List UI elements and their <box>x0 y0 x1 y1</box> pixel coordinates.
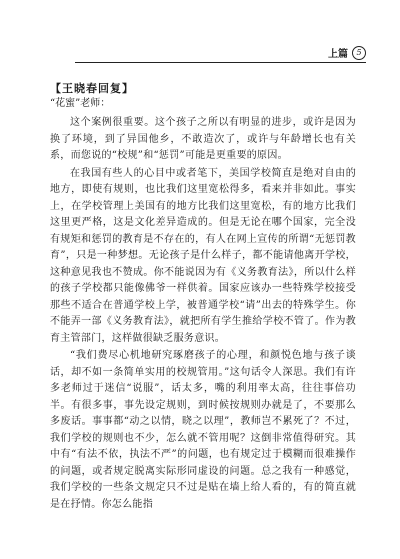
running-header <box>75 44 366 63</box>
paragraph: 在我国有些人的心目中或者笔下，美国学校简直是绝对自由的地方，即使有规则，也比我们这里宽松得多，看来并非如此。事实上，在学校管理上美国有的地方比我们这里宽松，有的地方比我们这里更严格，这是文化差异造成的。但是无论在哪个国家，完全没有规矩和惩罚的教育是不存在的，有人在网上宣传的所谓“无惩罚教育”，只是一种梦想。无论孩子是什么样子，都不能请他离开学校，这种意见我也不赞成。你不能说因为有《义务教育法》，所以什么样的孩子学校都只能像佛爷一样供着。国家应该办一些特殊学校接受那些不适合在普通学校上学，被普通学校“请”出去的特殊学生。你不能弄一部《义务教育法》，就把所有学生推给学校不管了。作为教育主管部门，这样做很缺乏服务意识。 <box>50 167 356 344</box>
section-title: 【王晓春回复】 <box>50 82 134 95</box>
body-text <box>50 115 356 514</box>
paragraph: 这个案例很重要。这个孩子之所以有明显的进步，或许是因为换了环境，到了异国他乡，不敢造次了，或许与年龄增长也有关系，而您说的“校规”和“惩罚”可能是更重要的原因。 <box>50 117 356 161</box>
part-label: 上篇 <box>328 49 348 60</box>
salutation: “花蜜”老师： <box>50 98 111 109</box>
page-number: 5 <box>352 46 366 60</box>
paragraph: “我们费尽心机地研究琢磨孩子的心理，和颜悦色地与孩子谈话，却不如一条简单实用的校规管用。”这句话令人深思。我们有许多老师过于迷信“说服”，话太多，嘴的利用率太高，往往事倍功半。有很多事，事先设定规则，到时候按规则办就是了，不要那么多废话。事事都“动之以情，晓之以理”，教师岂不累死了？不过，我们学校的规则也不少，怎么就不管用呢？这倒非常值得研究。其中有“有法不依，执法不严”的问题，也有规定过于模糊而很难操作的问题，或者规定脱离实际形同虚设的问题。总之我有一种感觉，我们学校的一些条文规定只不过是贴在墙上给人看的，有的简直就是在抒情。你怎么能指 <box>50 350 356 510</box>
